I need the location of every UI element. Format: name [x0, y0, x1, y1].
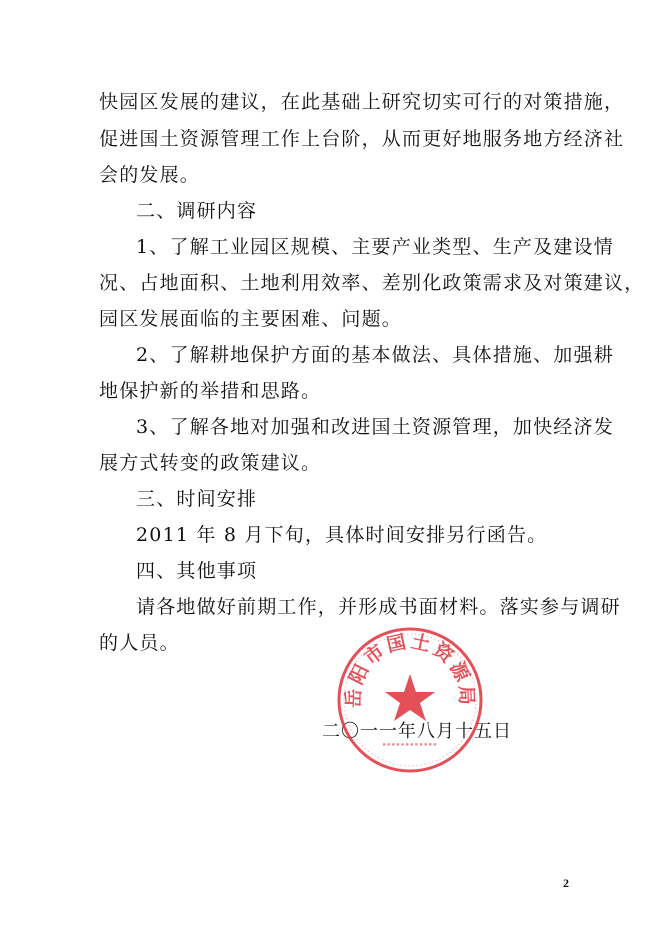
body-line: 况、占地面积、土地利用效率、差别化政策需求及对策建议， [99, 272, 645, 294]
body-line: 快园区发展的建议，在此基础上研究切实可行的对策措施， [99, 91, 625, 113]
body-line: 促进国土资源管理工作上台阶，从而更好地服务地方经济社 [99, 128, 625, 150]
section-heading: 二、调研内容 [136, 200, 258, 222]
body-line: 2、了解耕地保护方面的基本做法、具体措施、加强耕 [136, 344, 614, 366]
document-date: 二〇一一年八月十五日 [322, 721, 512, 742]
section-heading: 四、其他事项 [136, 560, 258, 582]
body-line: 请各地做好前期工作，并形成书面材料。落实参与调研 [136, 596, 621, 618]
body-line: 会的发展。 [99, 164, 201, 186]
official-seal-stamp [335, 625, 485, 775]
body-line: 1、了解工业园区规模、主要产业类型、生产及建设情 [136, 236, 614, 258]
body-line: 2011 年 8 月下旬，具体时间安排另行函告。 [136, 524, 548, 546]
page-number: 2 [563, 876, 569, 890]
body-line: 3、了解各地对加强和改进国土资源管理，加快经济发 [136, 416, 614, 438]
body-line: 地保护新的举措和思路。 [99, 380, 322, 402]
body-line: 的人员。 [99, 632, 180, 654]
body-line: 展方式转变的政策建议。 [99, 452, 322, 474]
body-line: 园区发展面临的主要困难、问题。 [99, 308, 403, 330]
seal-text: 岳阳市国土资源局 [342, 630, 478, 709]
svg-text:▪▪▪▪▪▪▪▪▪▪▪▪: ▪▪▪▪▪▪▪▪▪▪▪▪ [382, 741, 438, 748]
section-heading: 三、时间安排 [136, 488, 258, 510]
